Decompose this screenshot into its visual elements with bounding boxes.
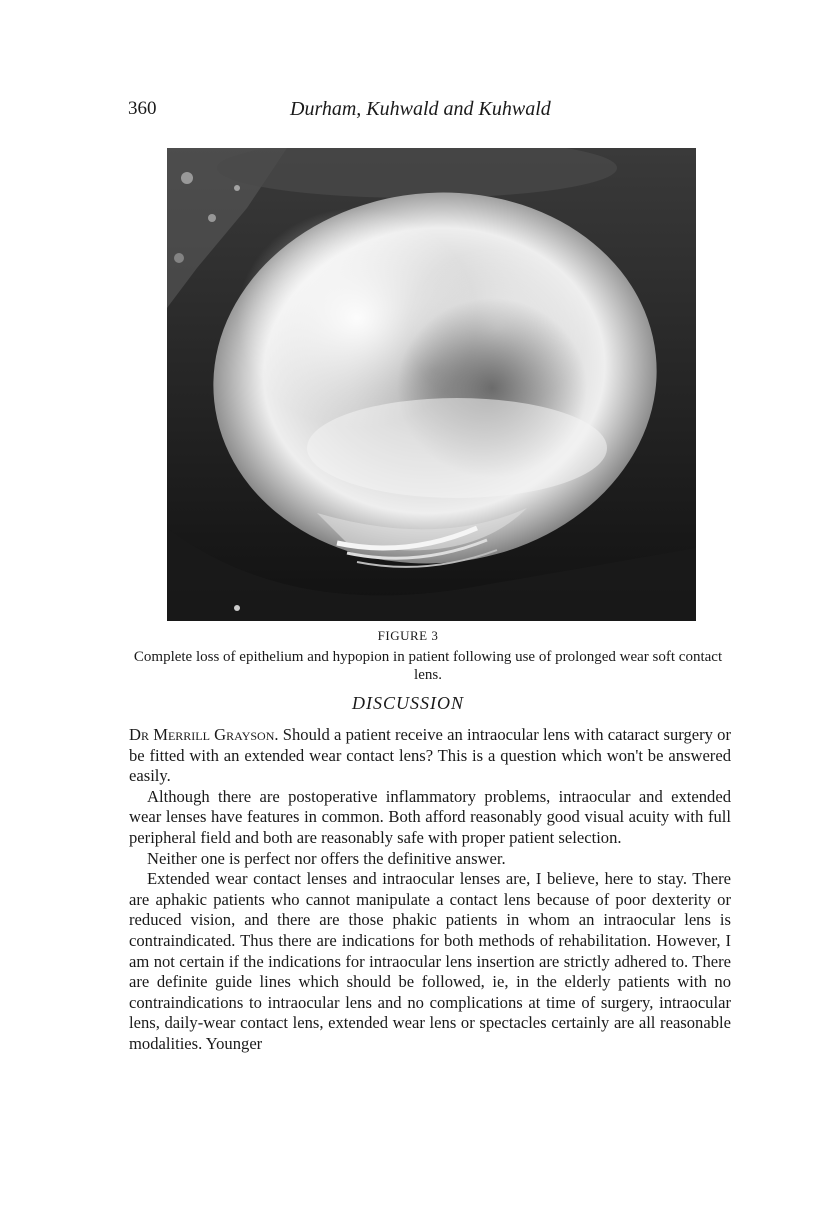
paragraph: Extended wear contact lenses and intraocular lenses are, I believe, here to stay. There are aphakic patients who cannot manipulate a contact lens because of poor dexterity or reduced vision, and there are those phakic patients in whom an intraocular lens is contraindicated. Thus there are indications for both methods of rehabilitation. However, I am not certain if the indications for intraocular lens insertion are strictly adhered to. There are definite guide lines which should be followed, ie, in the elderly patients with no contraindications to intraocular lens and no complications at time of surgery, intraocular lens, daily-wear contact lens, extended wear lens or spectacles certainly are all reasonable modalities. Younger xyxy=(129,869,731,1053)
figure-label: FIGURE 3 xyxy=(377,628,439,643)
page-header xyxy=(128,98,728,126)
speaker-name: Dr Merrill Grayson xyxy=(129,725,275,744)
discussion-body xyxy=(129,725,731,1055)
paragraph: Neither one is perfect nor offers the definitive answer. xyxy=(147,848,506,868)
running-title: Durham, Kuhwald and Kuhwald xyxy=(290,98,551,120)
section-title: DISCUSSION xyxy=(352,693,464,713)
page-number: 360 xyxy=(128,98,157,119)
figure-photo-eye xyxy=(167,148,696,621)
paragraph-text: . Should a patient receive an intraocular lens with cataract surgery or be fitted with an extended wear contact lens? This is a question which won't be answered easily. xyxy=(129,725,732,786)
figure-caption: Complete loss of epithelium and hypopion in patient following use of prolonged wear soft contact lens. xyxy=(133,649,723,683)
paragraph: Although there are postoperative inflammatory problems, intraocular and extended wear lenses have features in common. Both afford reasonably good visual acuity with full peripheral field and both are reasonably safe with proper patient selection. xyxy=(129,786,731,847)
paragraph xyxy=(129,725,731,787)
eye-photograph xyxy=(167,148,696,621)
